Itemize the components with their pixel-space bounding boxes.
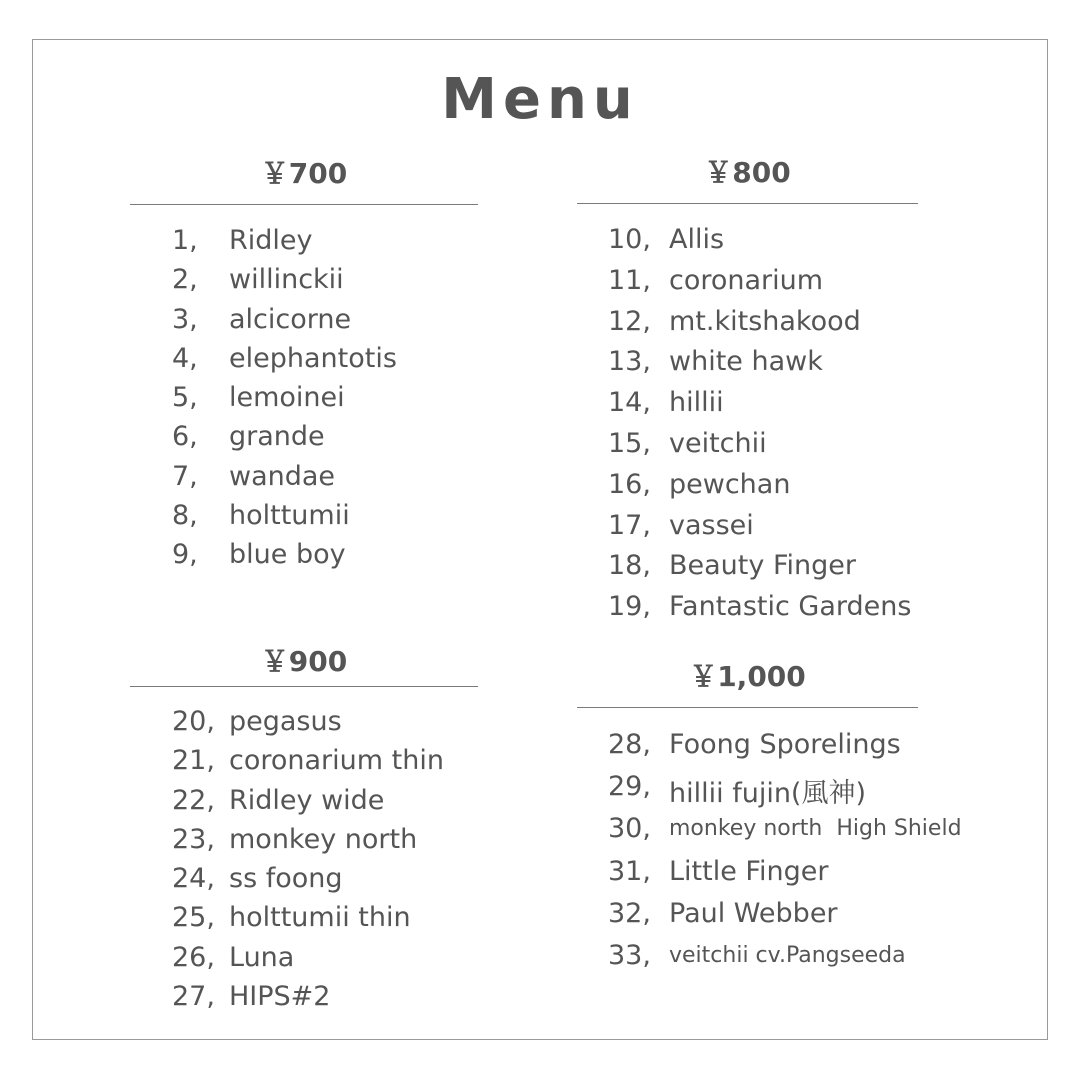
item-number: 27, [172,981,215,1013]
item-number: 12, [608,305,651,337]
item-name: coronarium thin [229,745,444,777]
item-number: 32, [608,897,651,929]
item-name: mt.kitshakood [669,305,861,337]
item-number: 3, [172,303,198,335]
item-name: pewchan [669,468,791,500]
item-name: vassei [669,509,754,541]
item-name: grande [229,421,325,453]
section-price: ￥700 [260,157,348,190]
item-name: holttumii [229,500,350,532]
item-number: 14, [608,387,651,419]
item-number: 26, [172,941,215,973]
item-name: Foong Sporelings [669,729,901,760]
item-name: monkey north High Shield [669,816,962,842]
item-name: Paul Webber [669,897,838,929]
item-number: 15, [608,427,651,459]
item-number: 8, [172,500,198,532]
item-number: 18, [608,550,651,582]
item-name: alcicorne [229,303,352,335]
item-name: Ridley [229,225,313,256]
section-divider [577,203,918,204]
menu-title: Menu [441,67,639,132]
section-divider [130,204,478,205]
item-name: Little Finger [669,855,829,887]
section-price: ￥900 [260,645,348,678]
section-divider [130,686,478,687]
item-name: ss foong [229,863,343,895]
item-name: coronarium [669,264,824,296]
item-name: Allis [669,224,725,255]
item-name: Fantastic Gardens [669,591,912,623]
item-name: hillii [669,387,724,419]
item-number: 7, [172,460,198,492]
item-name: monkey north [229,823,418,855]
item-number: 21, [172,745,215,777]
item-number: 22, [172,784,215,816]
item-number: 2, [172,264,198,296]
item-number: 17, [608,509,651,541]
item-number: 9, [172,539,198,571]
item-number: 24, [172,863,215,895]
item-name: wandae [229,460,336,492]
item-name: veitchii cv.Pangseeda [669,942,906,968]
item-number: 1, [172,225,198,256]
item-number: 33, [608,939,651,971]
item-name: Luna [229,941,295,973]
item-name: willinckii [229,264,344,296]
item-name: pegasus [229,706,342,737]
item-name: elephantotis [229,342,397,374]
item-name: lemoinei [229,382,345,414]
item-number: 23, [172,823,215,855]
item-number: 5, [172,382,198,414]
item-number: 30, [608,813,651,845]
item-name: veitchii [669,427,767,459]
item-number: 13, [608,346,651,378]
item-name: white hawk [669,346,823,378]
item-number: 28, [608,729,651,760]
item-name: HIPS#2 [229,981,331,1013]
item-name: Beauty Finger [669,550,856,582]
item-number: 19, [608,591,651,623]
item-number: 25, [172,902,215,934]
item-name: blue boy [229,539,346,571]
section-divider [577,707,918,708]
section-price: ￥1,000 [689,660,806,693]
item-number: 4, [172,342,198,374]
item-number: 16, [608,468,651,500]
section-price: ￥800 [704,156,791,189]
item-number: 6, [172,421,198,453]
item-name: hillii fujin(風神) [669,778,867,810]
item-number: 11, [608,264,651,296]
item-number: 31, [608,855,651,887]
item-number: 29, [608,771,651,803]
item-name: holttumii thin [229,902,411,934]
item-number: 10, [608,224,651,255]
item-name: Ridley wide [229,784,385,816]
item-number: 20, [172,706,215,737]
